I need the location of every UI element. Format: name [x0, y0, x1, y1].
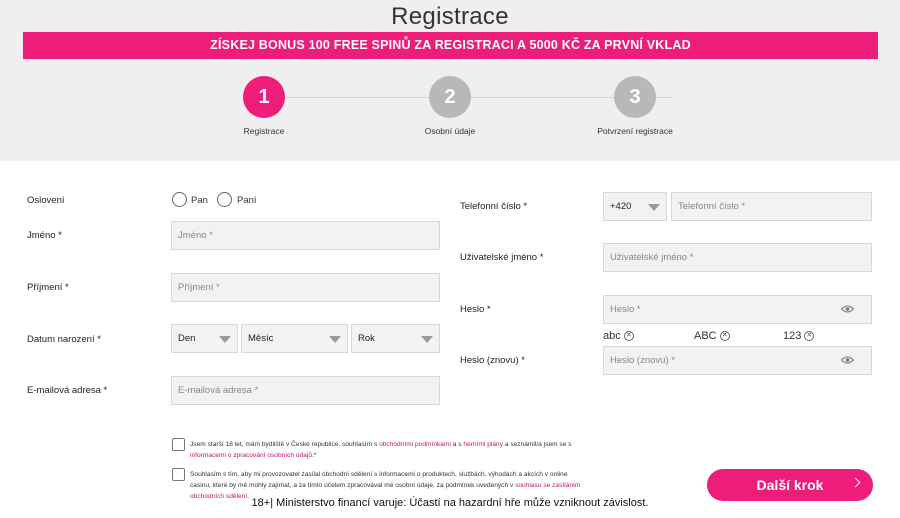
birth-day-select[interactable] [171, 324, 238, 353]
game-plans-link[interactable]: herními plány [463, 441, 503, 448]
salutation-label: Oslovení [27, 195, 65, 206]
password-hint-digits-text: 123 [783, 330, 802, 342]
password-again-placeholder: Heslo (znovu) * [610, 355, 675, 366]
consent-terms-text-part: a seznámil/a jsem se s [503, 441, 572, 448]
chevron-down-icon [648, 204, 660, 211]
password-placeholder: Heslo * [610, 304, 641, 315]
username-input[interactable]: Uživatelské jméno * [603, 243, 872, 272]
close-circle-icon: ✕ [624, 331, 634, 341]
birth-month-value: Měsíc [248, 333, 274, 344]
password-again-label: Heslo (znovu) * [460, 355, 525, 366]
consent-terms-text-part: a s [450, 441, 464, 448]
password-input[interactable] [603, 295, 872, 324]
eye-icon[interactable] [841, 356, 854, 364]
step-3 [565, 76, 705, 136]
birth-day-value: Den [178, 333, 196, 344]
close-circle-icon: ✕ [720, 331, 730, 341]
first-name-input[interactable]: Jméno * [171, 221, 440, 250]
step-3-label: Potvrzení registrace [597, 126, 673, 136]
birth-year-select[interactable] [351, 324, 440, 353]
consent-terms-text-part: Jsem starší 18 let, mám bydliště v České republice, souhlasím s [190, 441, 380, 448]
consent-marketing-text-part: Souhlasím s tím, aby mi provozovatel zasílal obchodní sdělení s informacemi o produktech, službách, výhodách a akcích v online casinu, které by mě mohly zajímat, a za tímto účelem zpracovával mé osobní údaje, za podmínek uvedených v [190, 471, 568, 489]
password-hint-digits [783, 330, 814, 342]
step-3-number: 3 [614, 76, 656, 118]
radio-pan[interactable] [172, 192, 187, 207]
gambling-warning: 18+| Ministerstvo financí varuje: Účastí na hazardní hře může vzniknout závislost. [251, 497, 649, 509]
chevron-down-icon [219, 336, 231, 343]
step-1-number: 1 [243, 76, 285, 118]
step-2-number: 2 [429, 76, 471, 118]
first-name-label: Jméno * [27, 230, 62, 241]
step-2 [380, 76, 520, 136]
consent-terms-text-part: .* [312, 452, 317, 459]
birth-year-value: Rok [358, 333, 375, 344]
radio-pani[interactable] [217, 192, 232, 207]
chevron-right-icon [851, 478, 861, 488]
eye-icon[interactable] [841, 305, 854, 313]
stepper [0, 76, 900, 146]
phone-label: Telefonní číslo * [460, 201, 528, 212]
step-1-label: Registrace [243, 126, 285, 136]
chevron-down-icon [421, 336, 433, 343]
birth-month-select[interactable] [241, 324, 348, 353]
header-section [0, 0, 900, 161]
consent-terms-text [190, 439, 600, 461]
consent-marketing-text-part: . [247, 493, 250, 500]
close-circle-icon: ✕ [804, 331, 814, 341]
phone-input[interactable]: Telefonní číslo * [671, 192, 872, 221]
birth-date-label: Datum narození * [27, 334, 101, 345]
page-title: Registrace [391, 3, 509, 30]
promo-banner: ZÍSKEJ BONUS 100 FREE SPINŮ ZA REGISTRACI A 5000 KČ ZA PRVNÍ VKLAD [23, 32, 878, 59]
password-hint-lower-text: abc [603, 330, 621, 342]
radio-pani-label: Paní [237, 195, 257, 206]
chevron-down-icon [329, 336, 341, 343]
last-name-input[interactable]: Příjmení * [171, 273, 440, 302]
consent-marketing-checkbox[interactable] [172, 468, 185, 481]
next-step-label: Další krok [756, 477, 824, 493]
password-hint-lower [603, 330, 634, 342]
step-2-label: Osobní údaje [424, 126, 476, 136]
consent-terms-checkbox[interactable] [172, 438, 185, 451]
step-1 [194, 76, 334, 136]
password-again-input[interactable] [603, 346, 872, 375]
email-label: E-mailová adresa * [27, 385, 108, 396]
terms-link[interactable]: obchodními podmínkami [379, 441, 451, 448]
marketing-consent-link[interactable]: souhlasu se zasíláním obchodních sdělení [190, 482, 581, 500]
radio-pan-label: Pan [191, 195, 208, 206]
phone-prefix-select[interactable] [603, 192, 667, 221]
password-hint-upper [694, 330, 730, 342]
privacy-link[interactable]: informacemi o zpracování osobních údajů [190, 452, 313, 459]
username-label: Uživatelské jméno * [460, 252, 544, 263]
last-name-label: Příjmení * [27, 282, 69, 293]
password-hint-upper-text: ABC [694, 330, 717, 342]
email-input[interactable]: E-mailová adresa * [171, 376, 440, 405]
phone-prefix-value: +420 [610, 201, 632, 212]
password-label: Heslo * [460, 304, 491, 315]
